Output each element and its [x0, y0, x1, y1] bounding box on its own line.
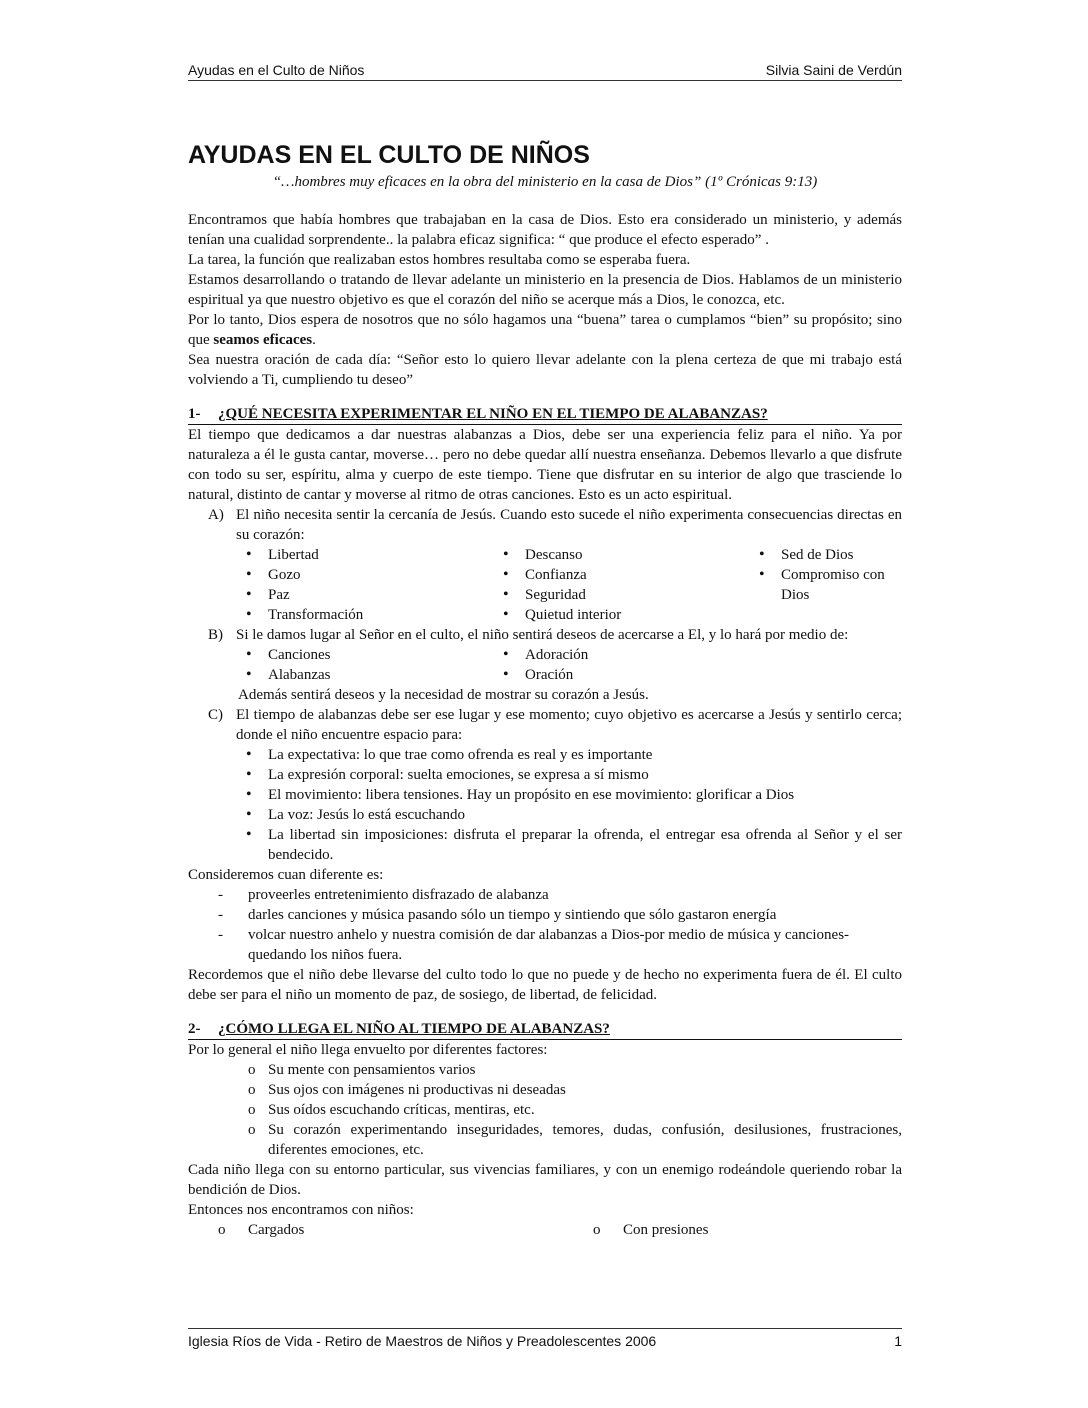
epigraph: “…hombres muy eficaces en la obra del ministerio en la casa de Dios” (1º Crónicas 9:13)	[272, 174, 818, 190]
list-item: • La voz: Jesús lo está escuchando	[238, 805, 902, 825]
list-item: - darles canciones y música pasando sólo un tiempo y sintiendo que sólo gastaron energía	[228, 905, 902, 925]
space-for-list	[238, 745, 902, 865]
intro-paragraph: Por lo tanto, Dios espera de nosotros que no sólo hagamos una “buena” tarea o cumplamos “bien” su propósito; sino que seamos eficaces.	[188, 312, 902, 348]
emphasis-text: seamos eficaces	[213, 332, 313, 348]
list-item: • El movimiento: libera tensiones. Hay un propósito en ese movimiento: glorificar a Dios	[238, 785, 902, 805]
section-2-intro: Por lo general el niño llega envuelto por diferentes factores:	[188, 1042, 548, 1058]
list-item: - proveerles entretenimiento disfrazado de alabanza	[228, 885, 902, 905]
running-header	[188, 58, 902, 81]
list-item: • Libertad	[238, 545, 495, 565]
list-item: • Sed de Dios	[751, 545, 901, 565]
section-1-intro: El tiempo que dedicamos a dar nuestras alabanzas a Dios, debe ser una experiencia feliz para el niño. Ya por naturaleza a él le gusta cantar, moverse… pero no debe quedar allí nuestra enseñanza. Debemos llevarlo a que disfrute con todo su ser, espíritu, alma y cuerpo de este tiempo. Tiene que disfrutar en su interior de algo que trasciende lo natural, distinto de cantar y moverse al ritmo de otras canciones. Esto es un acto espiritual.	[188, 427, 902, 503]
list-item: o Cargados	[218, 1220, 593, 1240]
footer-text: Iglesia Ríos de Vida - Retiro de Maestros de Niños y Preadolescentes 2006	[188, 1333, 657, 1349]
consequences-list	[238, 545, 902, 625]
list-item: • Confianza	[495, 565, 751, 585]
means-list	[238, 645, 902, 685]
list-item: o Su mente con pensamientos varios	[248, 1060, 902, 1080]
item-b: B) Si le damos lugar al Señor en el culto, el niño sentirá deseos de acercarse a El, y lo hará por medio de:	[208, 627, 849, 643]
list-item: • La libertad sin imposiciones: disfruta el preparar la ofrenda, el entregar esa ofrenda al Señor y el ser bendecido.	[238, 825, 902, 865]
intro-paragraph: La tarea, la función que realizaban estos hombres resultaba como se esperaba fuera.	[188, 252, 691, 268]
document-body	[188, 140, 902, 1240]
page-number: 1	[894, 1333, 902, 1349]
consider-intro: Consideremos cuan diferente es:	[188, 867, 384, 883]
list-item: o Su corazón experimentando inseguridades, temores, dudas, confusión, desilusiones, frustraciones, diferentes emociones, etc.	[248, 1120, 902, 1160]
section-1-closing: Recordemos que el niño debe llevarse del culto todo lo que no puede y de hecho no experimenta fuera de él. El culto debe ser para el niño un momento de paz, de sosiego, de libertad, de felicidad.	[188, 967, 902, 1003]
list-item: • Oración	[495, 665, 751, 685]
list-item: • La expectativa: lo que trae como ofrenda es real y es importante	[238, 745, 902, 765]
list-item: • Seguridad	[495, 585, 751, 605]
header-left-title: Ayudas en el Culto de Niños	[188, 62, 365, 78]
list-item: • Adoración	[495, 645, 751, 665]
list-item: • Quietud interior	[495, 605, 751, 625]
list-item: • Descanso	[495, 545, 751, 565]
list-item: o Sus oídos escuchando críticas, mentiras, etc.	[248, 1100, 902, 1120]
item-c: C) El tiempo de alabanzas debe ser ese lugar y ese momento; cuyo objetivo es acercarse a Jesús y sentirlo cerca; donde el niño encuentre espacio para:	[208, 707, 902, 743]
section-2-paragraph: Entonces nos encontramos con niños:	[188, 1202, 414, 1218]
list-item: • La expresión corporal: suelta emociones, se expresa a sí mismo	[238, 765, 902, 785]
list-item: • Paz	[238, 585, 495, 605]
consider-list	[228, 885, 902, 965]
intro-paragraph: Encontramos que había hombres que trabajaban en la casa de Dios. Esto era considerado un ministerio, y además tenían una cualidad sorprendente.. la palabra eficaz significa: “ que produce el efecto esperado” .	[188, 212, 902, 248]
factors-list	[248, 1060, 902, 1160]
document-title: AYUDAS EN EL CULTO DE NIÑOS	[188, 141, 590, 169]
item-a: A) El niño necesita sentir la cercanía de Jesús. Cuando esto sucede el niño experimenta consecuencias directas en su corazón:	[208, 507, 902, 543]
intro-paragraph: Estamos desarrollando o tratando de llevar adelante un ministerio en la presencia de Dios. Hablamos de un ministerio espiritual ya que nuestro objetivo es que el corazón del niño se acerque más a Dios, le conozca, etc.	[188, 272, 902, 308]
section-2-heading: 2- ¿CÓMO LLEGA EL NIÑO AL TIEMPO DE ALABANZAS?	[188, 1019, 902, 1040]
list-item: o Sus ojos con imágenes ni productivas ni deseadas	[248, 1080, 902, 1100]
list-item: • Transformación	[238, 605, 495, 625]
list-item: o Con presiones	[593, 1220, 708, 1240]
item-b-note: Además sentirá deseos y la necesidad de mostrar su corazón a Jesús.	[238, 687, 649, 703]
kinds-of-children-list	[218, 1220, 902, 1240]
intro-paragraph: Sea nuestra oración de cada día: “Señor esto lo quiero llevar adelante con la plena certeza de que mi trabajo está volviendo a Ti, cumpliendo tu deseo”	[188, 352, 902, 388]
list-item: • Alabanzas	[238, 665, 495, 685]
running-footer	[188, 1328, 902, 1349]
section-1-heading: 1- ¿QUÉ NECESITA EXPERIMENTAR EL NIÑO EN EL TIEMPO DE ALABANZAS?	[188, 404, 902, 425]
list-item: • Gozo	[238, 565, 495, 585]
list-item: • Canciones	[238, 645, 495, 665]
list-item: • Compromiso con Dios	[751, 565, 901, 605]
header-author: Silvia Saini de Verdún	[765, 62, 902, 78]
section-2-paragraph: Cada niño llega con su entorno particular, sus vivencias familiares, y con un enemigo rodeándole queriendo robar la bendición de Dios.	[188, 1162, 902, 1198]
list-item: - volcar nuestro anhelo y nuestra comisión de dar alabanzas a Dios-por medio de música y canciones-quedando los niños fuera.	[228, 925, 902, 965]
